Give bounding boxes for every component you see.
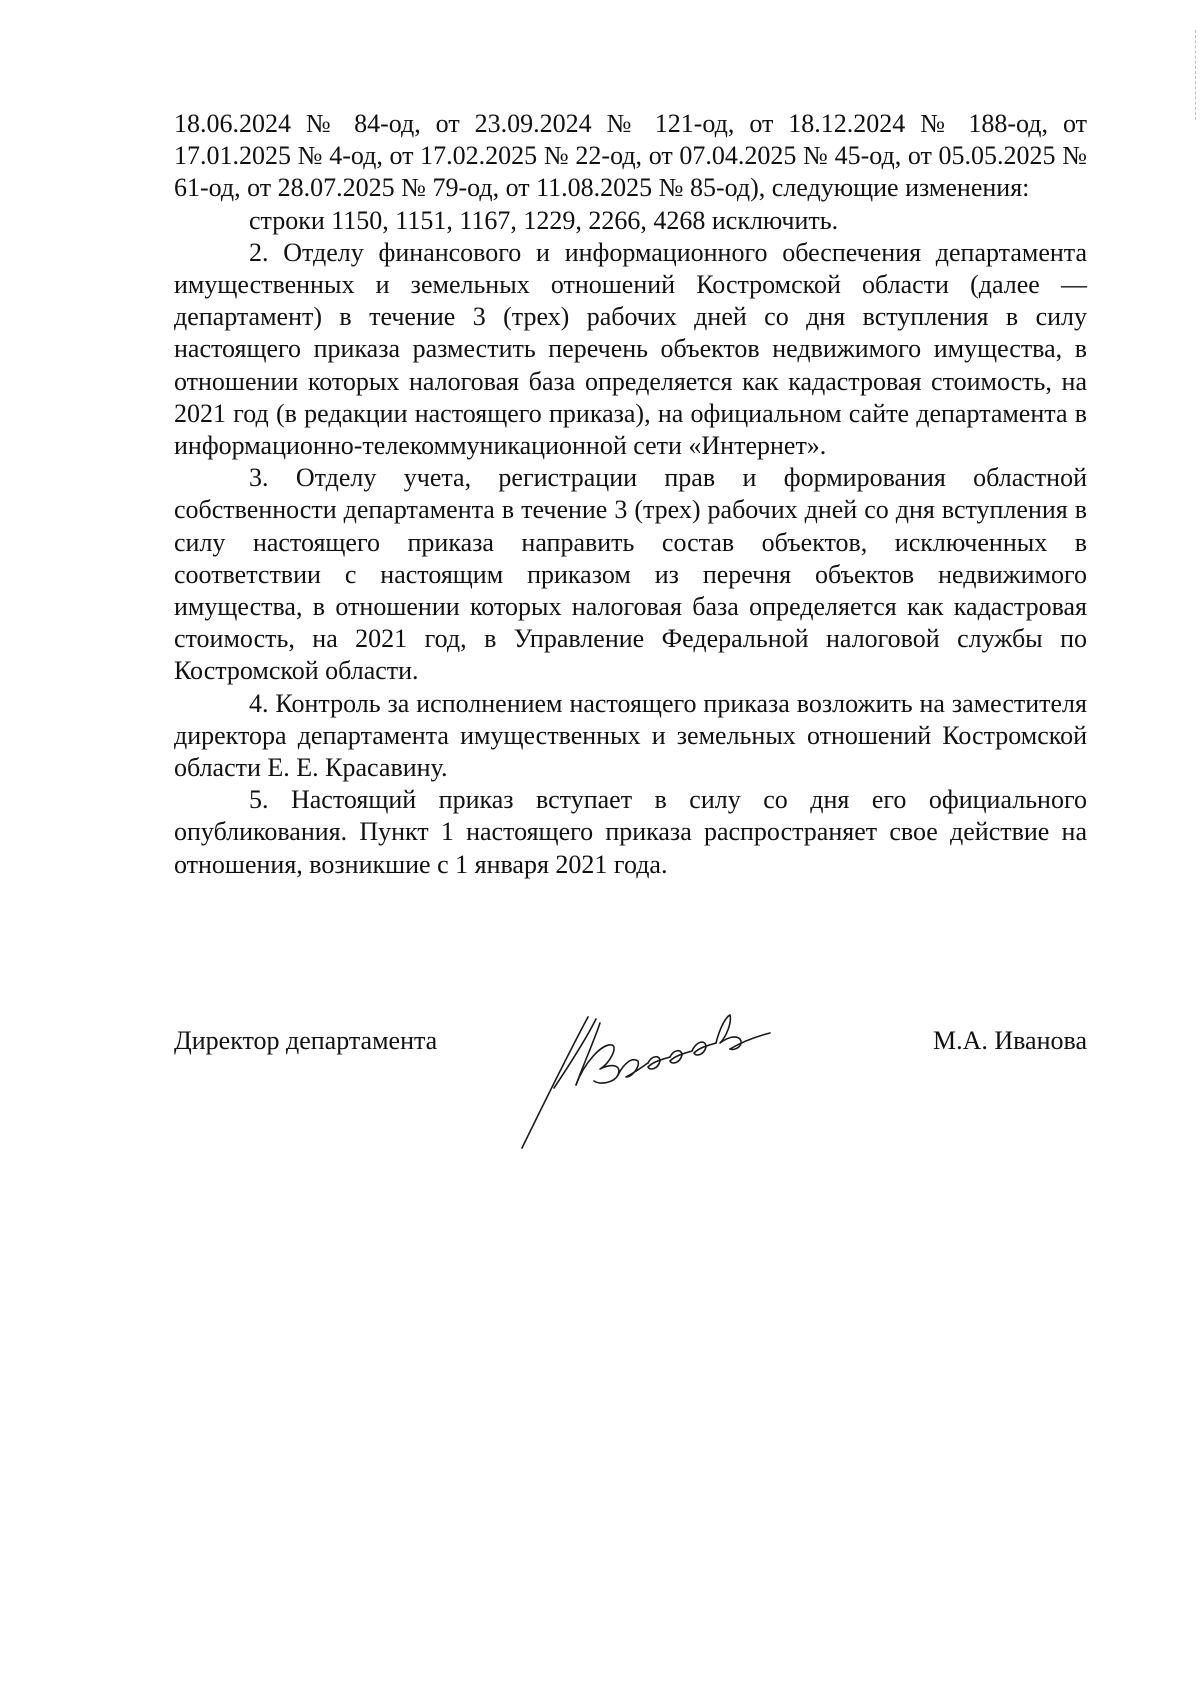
intro-continuation-paragraph: 18.06.2024 № 84-од, от 23.09.2024 № 121-од, от 18.12.2024 № 188-од, от 17.01.2025 № 4-од, от 17.02.2025 № 22-од, от 07.04.2025 № 45-од, от 05.05.2025 № 61-од, от 28.07.2025 № 79-од, от 11.08.2025 № 85-од), следующие изменения: [174,109,1087,203]
signatory-title: Директор департамента [174,1026,438,1055]
item-3-paragraph: 3. Отделу учета, регистрации прав и формирования областной собственности департамента в течение 3 (трех) рабочих дней со дня вступления в силу настоящего приказа направить состав объектов, исключенных в соответствии с настоящим приказом из перечня объектов недвижимого имущества, в отношении которых налоговая база определяется как кадастровая стоимость, на 2021 год, в Управление Федеральной налоговой службы по Костромской области. [174,463,1087,686]
item-2-paragraph: 2. Отделу финансового и информационного обеспечения департамента имущественных и земельных отношений Костромской области (далее — департамент) в течение 3 (трех) рабочих дней со дня вступления в силу настоящего приказа разместить перечень объектов недвижимого имущества, в отношении которых налоговая база определяется как кадастровая стоимость, на 2021 год (в редакции настоящего приказа), на официальном сайте департамента в информационно-телекоммуникационной сети «Интернет». [174,237,1087,461]
item-5-paragraph: 5. Настоящий приказ вступает в силу со дня его официального опубликования. Пункт 1 настоящего приказа распространяет свое действие на отношения, возникшие с 1 января 2021 года. [174,785,1087,879]
document-body [174,108,1087,881]
item-4-paragraph: 4. Контроль за исполнением настоящего приказа возложить на заместителя директора департамента имущественных и земельных отношений Костромской области Е. Е. Красавину. [174,688,1087,783]
signature-block [174,1025,1087,1175]
signatory-name: М.А. Иванова [932,1026,1087,1055]
scan-edge-mark [1193,30,1196,120]
rows-exclusion-paragraph: строки 1150, 1151, 1167, 1229, 2266, 4268 исключить. [249,205,839,235]
handwritten-signature [514,1003,774,1153]
